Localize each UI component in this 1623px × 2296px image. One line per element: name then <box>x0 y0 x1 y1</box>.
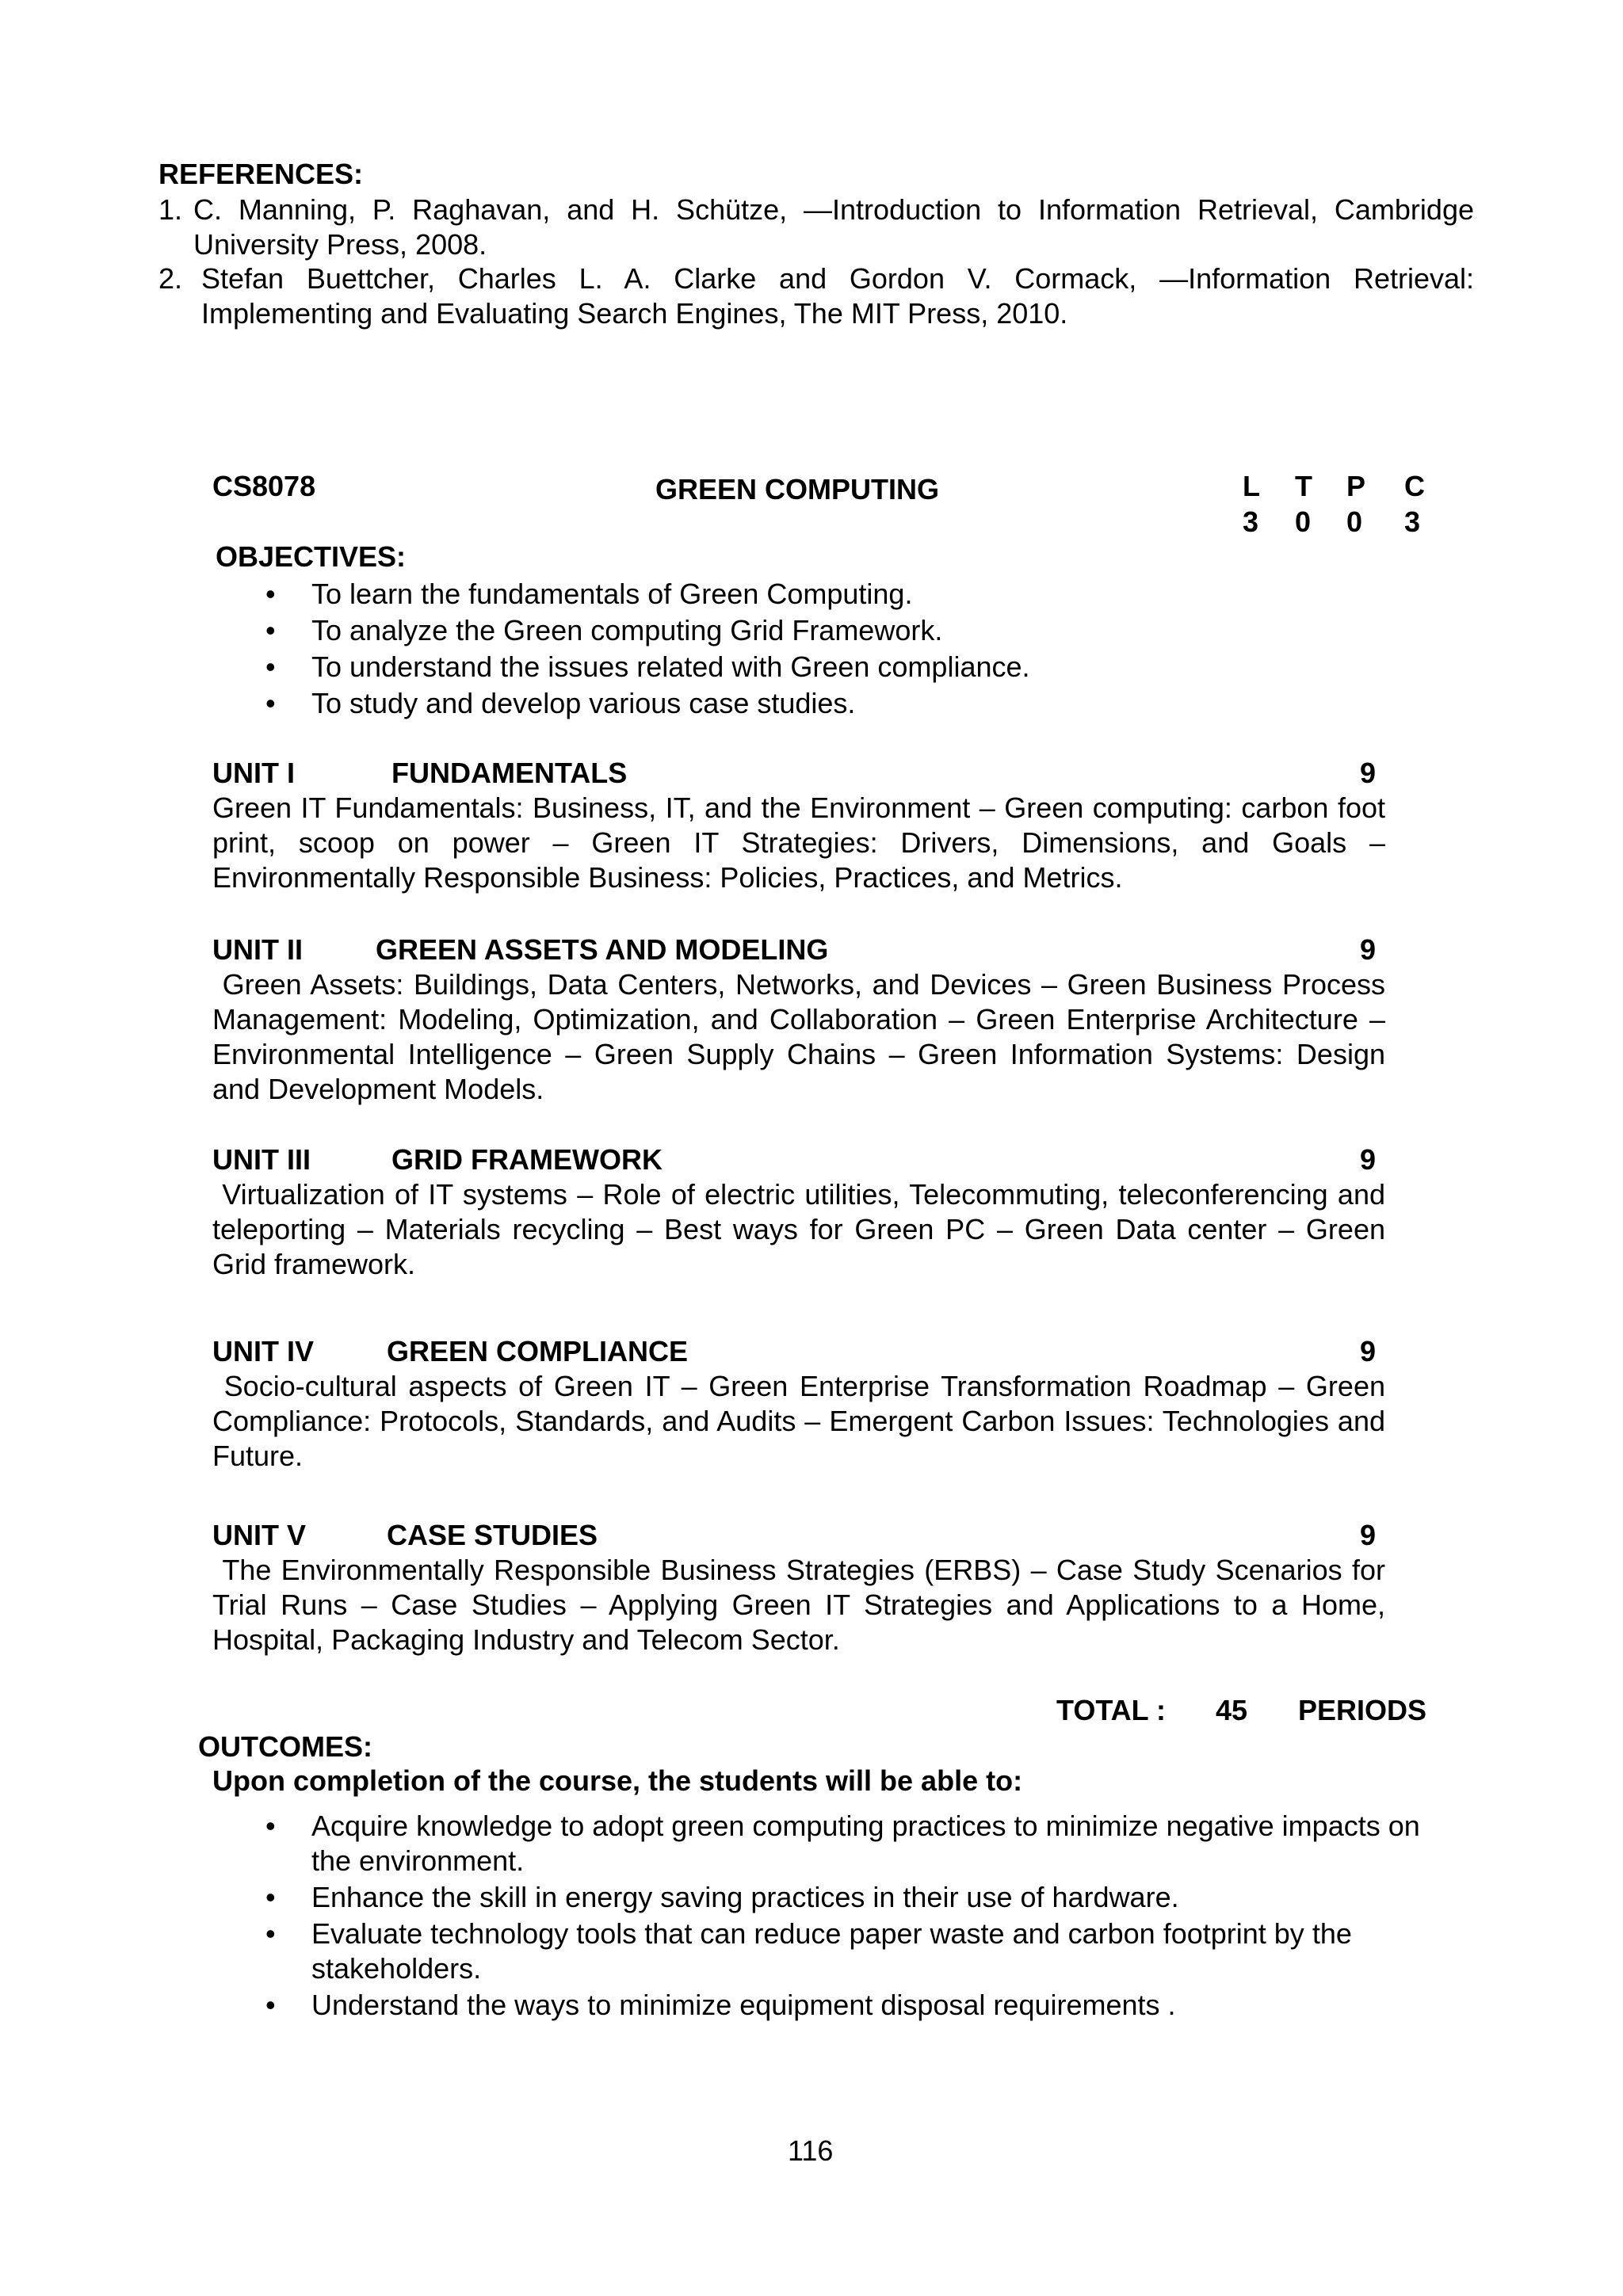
unit-body: Virtualization of IT systems – Role of electric utilities, Telecommuting, teleconferencing and teleporting – Materials recycling – Best ways for Green PC – Green Data center – Green Grid framework. <box>212 1178 1394 1280</box>
total-value: 45 <box>1216 1694 1248 1726</box>
outcome-item: • Enhance the skill in energy saving practices in their use of hardware. <box>265 1881 1179 1913</box>
course-code: CS8078 <box>212 470 316 502</box>
unit-body: Green IT Fundamentals: Business, IT, and the Environment – Green computing: carbon foot print, scoop on power – Green IT Strategies: Drivers, Dimensions, and Goals – Environmentally Responsible Business: Policies, Practices, and Metrics. <box>212 791 1385 894</box>
bullet-icon: • <box>265 578 276 610</box>
unit-hours: 9 <box>1359 1143 1376 1176</box>
ltpc-label-p: P <box>1346 470 1366 502</box>
bullet-icon: • <box>265 650 276 683</box>
objective-item: • To analyze the Green computing Grid Framework. <box>265 614 943 646</box>
objectives-list <box>265 577 1421 723</box>
reference-text: Stefan Buettcher, Charles L. A. Clarke and Gordon V. Cormack, ―Information Retrieval: Implementing and Evaluating Search Engines, The MIT Press, 2010. <box>201 262 1474 330</box>
course-title: GREEN COMPUTING <box>655 473 940 505</box>
unit-hours: 9 <box>1359 757 1376 789</box>
ltpc-value-t: 0 <box>1295 505 1312 538</box>
bullet-icon: • <box>265 1989 276 2021</box>
unit-body: Socio-cultural aspects of Green IT – Green Enterprise Transformation Roadmap – Green Compliance: Protocols, Standards, and Audits – Emergent Carbon Issues: Technologies and Future. <box>212 1370 1394 1472</box>
outcomes-heading: OUTCOMES: <box>198 1730 372 1763</box>
objectives-heading: OBJECTIVES: <box>216 540 407 573</box>
unit-body: Green Assets: Buildings, Data Centers, Networks, and Devices – Green Business Process Management: Modeling, Optimization, and Collaboration – Green Enterprise Architecture – Environmental Intelligence – Green Supply Chains – Green Information Systems: Design and Development Models. <box>212 968 1394 1105</box>
reference-text: C. Manning, P. Raghavan, and H. Schütze, ―Introduction to Information Retrieval, Cambridge University Press, 2008. <box>193 193 1474 261</box>
bullet-icon: • <box>265 1810 276 1842</box>
unit-header <box>212 1518 1385 1553</box>
unit-label: UNIT V <box>212 1519 307 1551</box>
reference-item <box>158 261 1474 331</box>
references-heading: REFERENCES: <box>158 158 364 190</box>
total-label: TOTAL : <box>1056 1694 1166 1726</box>
objective-item: • To study and develop various case studies. <box>265 687 856 719</box>
ltpc-label-l: L <box>1243 470 1260 502</box>
total-unit: PERIODS <box>1298 1694 1427 1726</box>
unit-section <box>212 1518 1394 1657</box>
unit-title: GRID FRAMEWORK <box>391 1143 663 1176</box>
unit-title: GREEN ASSETS AND MODELING <box>376 933 829 966</box>
ltpc-value-p: 0 <box>1346 505 1363 538</box>
ltpc-value-l: 3 <box>1243 505 1259 538</box>
unit-label: UNIT II <box>212 933 303 966</box>
ltpc-value-c: 3 <box>1404 505 1421 538</box>
objective-item: • To understand the issues related with Green compliance. <box>265 650 1030 683</box>
unit-header <box>212 1334 1385 1369</box>
unit-hours: 9 <box>1359 1335 1376 1367</box>
bullet-icon: • <box>265 1881 276 1913</box>
unit-label: UNIT III <box>212 1143 311 1176</box>
unit-title: GREEN COMPLIANCE <box>387 1335 689 1367</box>
outcome-item: • Evaluate technology tools that can reduce paper waste and carbon footprint by the stakeholders. <box>265 1917 1352 1985</box>
outcomes-list <box>265 1809 1437 2023</box>
outcomes-intro: Upon completion of the course, the students will be able to: <box>212 1764 1023 1797</box>
unit-title: FUNDAMENTALS <box>391 757 628 789</box>
unit-section <box>212 756 1385 895</box>
reference-item <box>158 193 1474 262</box>
outcome-item: • Acquire knowledge to adopt green computing practices to minimize negative impacts on the environment. <box>265 1810 1420 1877</box>
unit-header <box>212 1142 1385 1177</box>
unit-label: UNIT I <box>212 757 295 789</box>
ltpc-label-c: C <box>1404 470 1425 502</box>
unit-header <box>212 756 1385 791</box>
unit-title: CASE STUDIES <box>387 1519 598 1551</box>
outcome-item: • Understand the ways to minimize equipment disposal requirements . <box>265 1989 1176 2021</box>
ltpc-label-t: T <box>1295 470 1312 502</box>
unit-section <box>212 1334 1394 1474</box>
unit-section <box>212 1142 1394 1282</box>
unit-section <box>212 933 1394 1107</box>
unit-label: UNIT IV <box>212 1335 315 1367</box>
page-number: 116 <box>788 2134 834 2167</box>
unit-body: The Environmentally Responsible Business Strategies (ERBS) – Case Study Scenarios for Trial Runs – Case Studies – Applying Green IT Strategies and Applications to a Home, Hospital, Packaging Industry and Telecom Sector. <box>212 1554 1394 1656</box>
unit-hours: 9 <box>1359 933 1376 966</box>
bullet-icon: • <box>265 687 276 719</box>
reference-number: 2. <box>158 262 183 295</box>
unit-header <box>212 933 1385 967</box>
bullet-icon: • <box>265 614 276 646</box>
reference-number: 1. <box>158 193 183 226</box>
bullet-icon: • <box>265 1917 276 1950</box>
objective-item: • To learn the fundamentals of Green Computing. <box>265 578 913 610</box>
unit-hours: 9 <box>1359 1519 1376 1551</box>
